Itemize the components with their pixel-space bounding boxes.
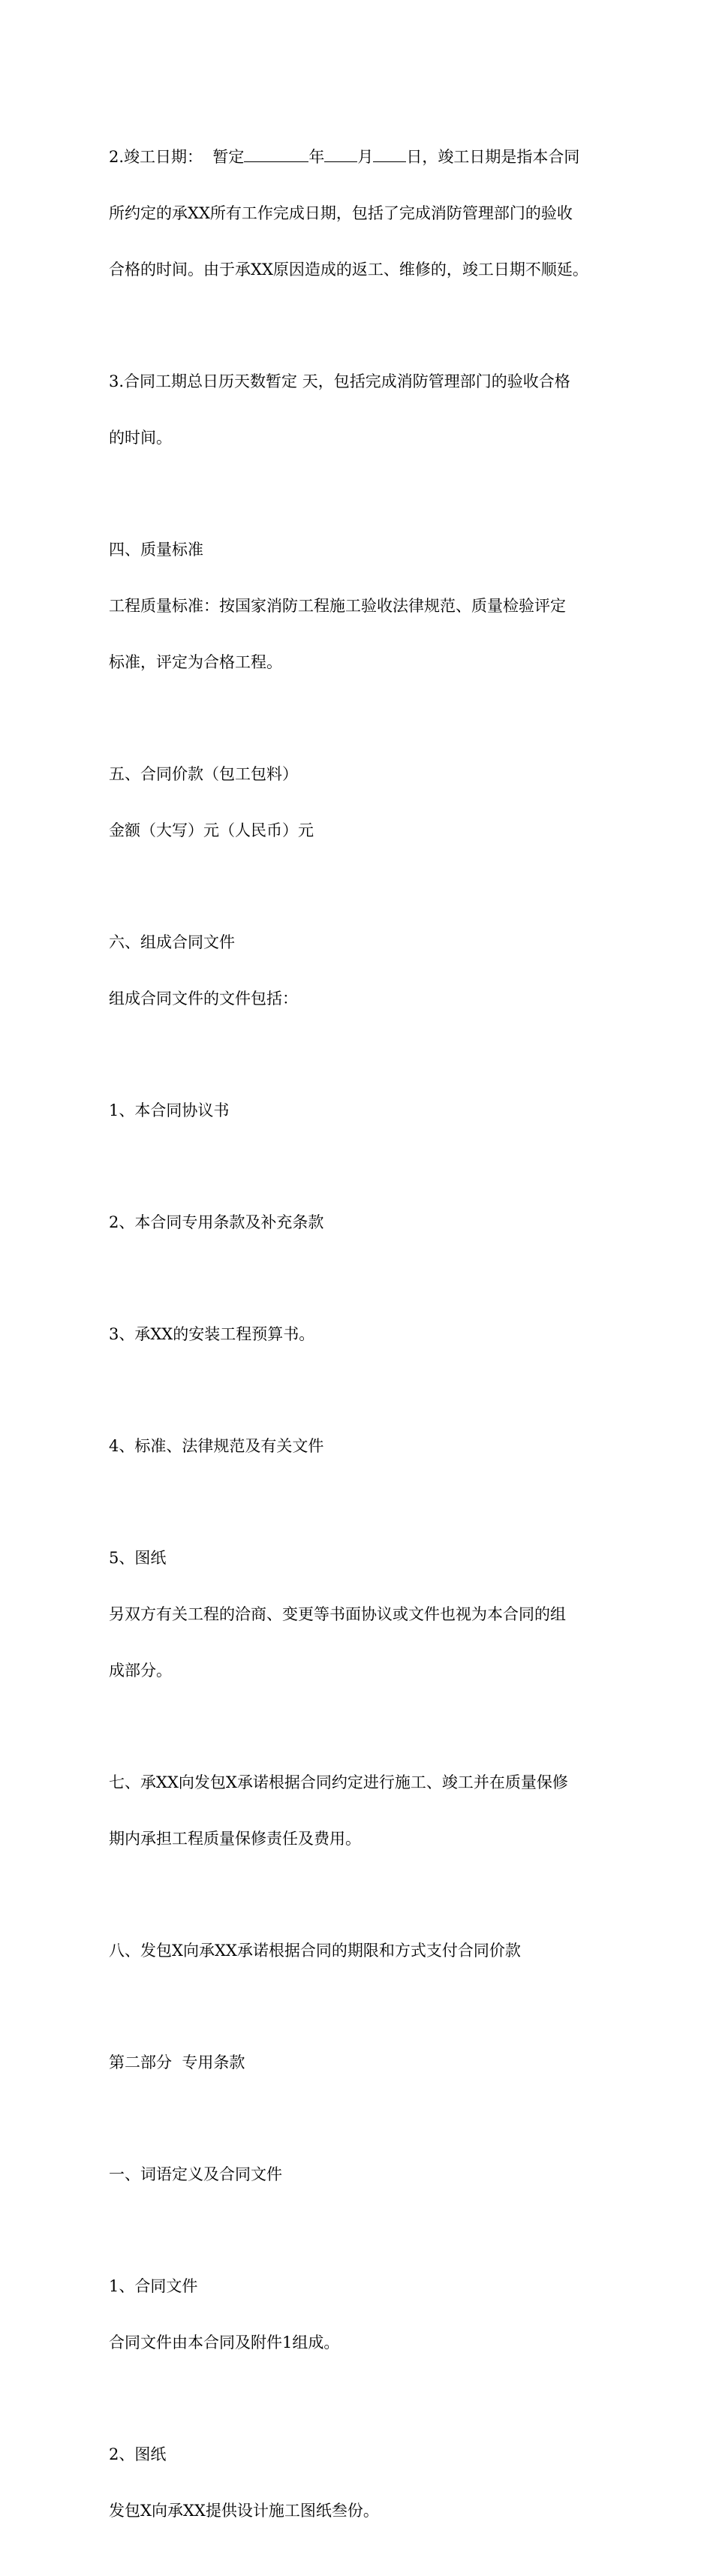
month-blank [324, 148, 357, 162]
section-heading: 第二部分 专用条款 [109, 2053, 245, 2071]
item-text: 发包X向承XX提供设计施工图纸叁份。 [109, 2502, 379, 2520]
documents-section [109, 896, 612, 1046]
year-blank [244, 148, 308, 162]
documents-item-3 [109, 1288, 612, 1381]
month-label: 月 [357, 148, 374, 166]
list-item: 4、标准、法律规范及有关文件 [109, 1437, 324, 1455]
documents-item-5-line-2: 成部分。 [109, 1662, 172, 1680]
clause-7 [109, 1736, 612, 1886]
documents-intro: 组成合同文件的文件包括： [109, 990, 298, 1008]
clause-7-line-2: 期内承担工程质量保修责任及费用。 [109, 1830, 361, 1848]
list-item: 2、本合同专用条款及补充条款 [109, 1213, 324, 1231]
subsection-heading: 一、词语定义及合同文件 [109, 2165, 282, 2183]
clause-8 [109, 1904, 612, 1998]
price-heading: 五、合同价款（包工包料） [109, 765, 298, 783]
list-item: 3、承XX的安装工程预算书。 [109, 1325, 315, 1343]
item-text: 合同文件由本合同及附件1组成。 [109, 2333, 340, 2352]
day-blank [373, 148, 406, 162]
price-line-1: 金额（大写）元（人民币）元 [109, 821, 314, 839]
clause-7-line-1: 七、承XX向发包X承诺根据合同约定进行施工、竣工并在质量保修 [109, 1773, 568, 1791]
duration-line-1: 3.合同工期总日历天数暂定 天，包括完成消防管理部门的验收合格 [109, 372, 570, 390]
completion-date-line-3: 合格的时间。由于承XX原因造成的返工、维修的，竣工日期不顺延。 [109, 261, 588, 279]
part-2-heading [109, 2016, 612, 2110]
clause-8-line-1: 八、发包X向承XX承诺根据合同的期限和方式支付合同价款 [109, 1942, 521, 1960]
list-item: 5、图纸 [109, 1549, 167, 1567]
documents-item-5 [109, 1511, 612, 1718]
quality-section [109, 503, 612, 710]
item-heading: 2、图纸 [109, 2445, 167, 2463]
item-heading: 1、合同文件 [109, 2277, 198, 2295]
documents-heading: 六、组成合同文件 [109, 933, 235, 951]
year-label: 年 [308, 148, 325, 166]
part-2-item-1 [109, 2240, 612, 2390]
day-label-text: 日，竣工日期是指本合同 [406, 148, 580, 166]
documents-item-5-line-1: 另双方有关工程的洽商、变更等书面协议或文件也视为本合同的组 [109, 1605, 566, 1623]
completion-date-label: 2.竣工日期： 暂定 [109, 148, 245, 166]
quality-heading: 四、质量标准 [109, 541, 203, 559]
documents-item-2 [109, 1176, 612, 1270]
quality-line-1: 工程质量标准：按国家消防工程施工验收法律规范、质量检验评定 [109, 597, 566, 615]
document-page [109, 110, 612, 2576]
documents-item-4 [109, 1399, 612, 1493]
list-item: 1、本合同协议书 [109, 1101, 230, 1119]
duration-clause [109, 335, 612, 485]
price-section [109, 728, 612, 878]
duration-line-2: 的时间。 [109, 429, 172, 447]
completion-date-clause [109, 110, 612, 317]
part-2-item-2 [109, 2408, 612, 2558]
part-2-sub-1 [109, 2128, 612, 2222]
documents-item-1 [109, 1064, 612, 1158]
completion-date-line-2: 所约定的承XX所有工作完成日期，包括了完成消防管理部门的验收 [109, 204, 573, 222]
completion-date-line-1 [109, 148, 612, 167]
quality-line-2: 标准，评定为合格工程。 [109, 653, 282, 671]
